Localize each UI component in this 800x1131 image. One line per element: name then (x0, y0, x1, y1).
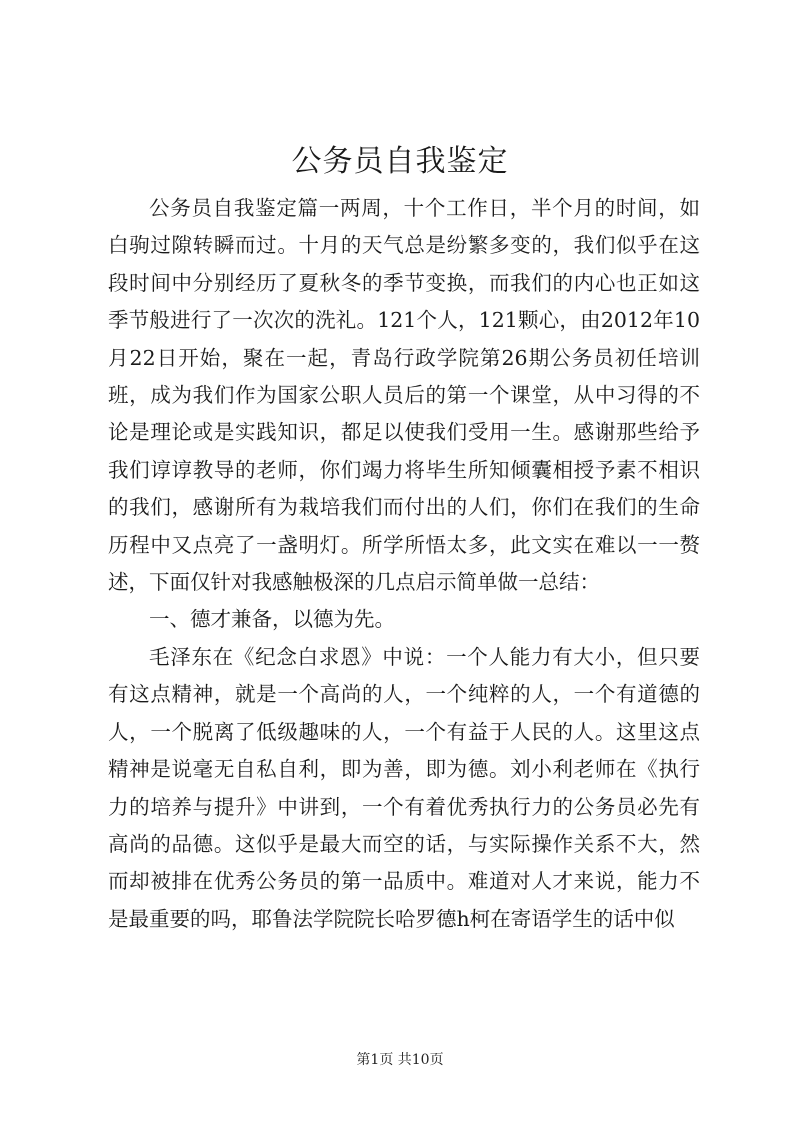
document-body (108, 190, 700, 938)
paragraph-heading-1: 一、德才兼备，以德为先。 (149, 607, 395, 632)
paragraph-intro: 公务员自我鉴定篇一两周，十个工作日，半个月的时间，如白驹过隙转瞬而过。十月的天气总是纷繁多变的，我们似乎在这段时间中分别经历了夏秋冬的季节变换，而我们的内心也正如这季节般进行了一次次的洗礼。121个人，121颗心，由2012年10月22日开始，聚在一起，青岛行政学院第26期公务员初任培训班，成为我们作为国家公职人员后的第一个课堂，从中习得的不论是理论或是实践知识，都足以使我们受用一生。感谢那些给予我们谆谆教导的老师，你们竭力将毕生所知倾囊相授予素不相识的我们，感谢所有为栽培我们而付出的人们，你们在我们的生命历程中又点亮了一盏明灯。所学所悟太多，此文实在难以一一赘述，下面仅针对我感触极深的几点启示简单做一总结： (108, 196, 700, 595)
paragraph-section-1: 毛泽东在《纪念白求恩》中说：一个人能力有大小，但只要有这点精神，就是一个高尚的人，一个纯粹的人，一个有道德的人，一个脱离了低级趣味的人，一个有益于人民的人。这里这点精神是说毫无自私自利，即为善，即为德。刘小利老师在《执行力的培养与提升》中讲到，一个有着优秀执行力的公务员必先有高尚的品德。这似乎是最大而空的话，与实际操作关系不大，然而却被排在优秀公务员的第一品质中。难道对人才来说，能力不是最重要的吗，耶鲁法学院院长哈罗德h柯在寄语学生的话中似 (108, 644, 700, 931)
page-number-footer: 第1页 共10页 (356, 1052, 444, 1068)
document-title: 公务员自我鉴定 (291, 144, 509, 179)
